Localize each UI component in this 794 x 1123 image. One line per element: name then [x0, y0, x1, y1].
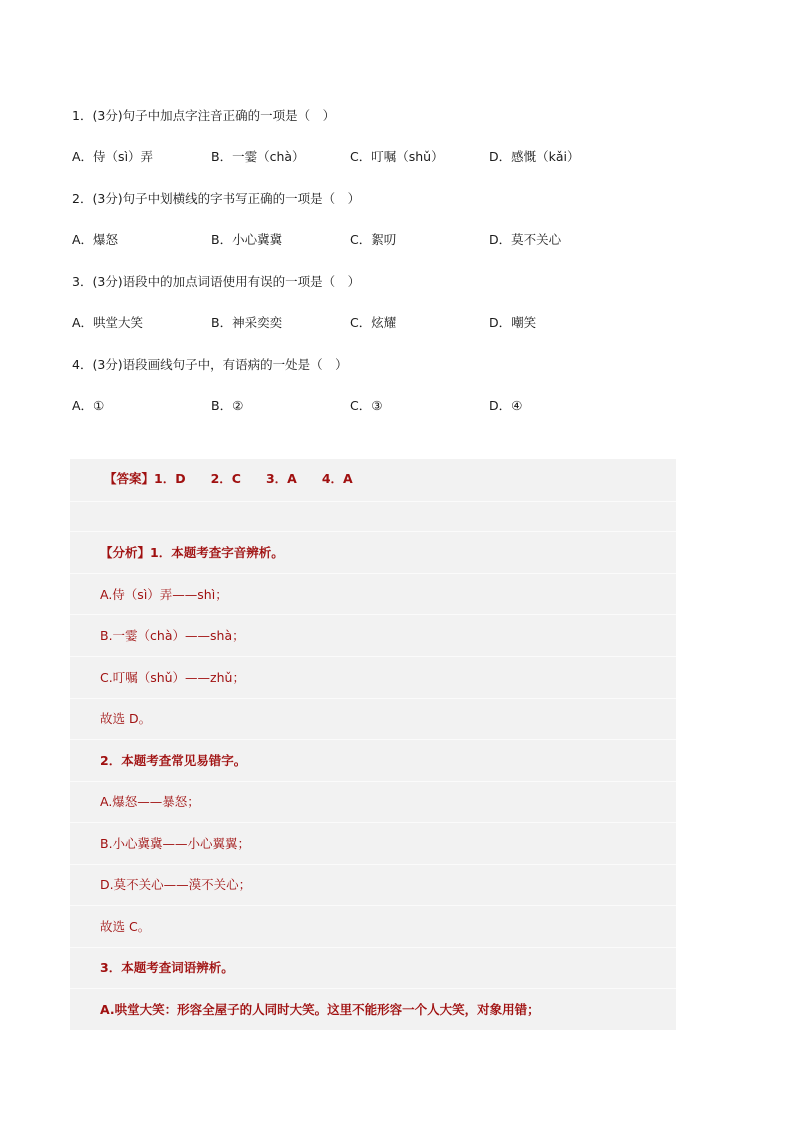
option-c: C．叮嘱（shǔ）: [350, 149, 444, 164]
divider: [70, 739, 676, 740]
option-row: [72, 230, 712, 250]
analysis-line: D.莫不关心——漠不关心；: [100, 877, 252, 892]
divider: [70, 947, 676, 948]
analysis-line: 故选 D。: [100, 711, 152, 726]
divider: [70, 573, 676, 574]
option-b: B．神采奕奕: [211, 315, 283, 330]
option-c: C．絮叨: [350, 232, 397, 247]
analysis-line: A.侍（sì）弄——shì；: [100, 587, 228, 602]
option-a: A．爆怒: [72, 232, 119, 247]
option-a: A．①: [72, 398, 105, 413]
divider: [70, 864, 676, 865]
divider: [70, 822, 676, 823]
divider: [70, 656, 676, 657]
analysis-line: 故选 C。: [100, 919, 151, 934]
option-b: B．小心冀冀: [211, 232, 283, 247]
option-d: D．莫不关心: [489, 232, 562, 247]
analysis-line: C.叮嘱（shǔ）——zhǔ；: [100, 670, 245, 685]
analysis-line: B.小心冀冀——小心翼翼；: [100, 836, 251, 851]
option-c: C．炫耀: [350, 315, 397, 330]
analysis-line: A.爆怒——暴怒；: [100, 794, 200, 809]
option-d: D．感慨（kǎi）: [489, 149, 580, 164]
option-row: [72, 313, 712, 333]
divider: [70, 698, 676, 699]
divider: [70, 531, 676, 532]
answer-panel: [70, 459, 676, 1030]
option-row: [72, 147, 712, 167]
option-b: B．②: [211, 398, 244, 413]
analysis-line: 2．本题考查常见易错字。: [100, 753, 247, 768]
question-stem: 2．(3分)句子中划横线的字书写正确的一项是（ ）: [72, 191, 361, 206]
divider: [70, 614, 676, 615]
option-row: [72, 396, 712, 416]
divider: [70, 905, 676, 906]
divider: [70, 501, 676, 502]
analysis-line: 【分析】1．本题考查字音辨析。: [100, 545, 284, 560]
divider: [70, 988, 676, 989]
divider: [70, 781, 676, 782]
question-list: [72, 106, 712, 438]
option-c: C．③: [350, 398, 383, 413]
analysis-line: 3．本题考查词语辨析。: [100, 960, 234, 975]
question-stem: 1．(3分)句子中加点字注音正确的一项是（ ）: [72, 108, 336, 123]
question-2: [72, 189, 712, 250]
question-stem: 4．(3分)语段画线句子中，有语病的一处是（ ）: [72, 357, 348, 372]
option-d: D．嘲笑: [489, 315, 537, 330]
question-3: [72, 272, 712, 333]
question-4: [72, 355, 712, 416]
answer-line: 【答案】1．D 2．C 3．A 4．A: [104, 471, 353, 486]
option-a: A．哄堂大笑: [72, 315, 144, 330]
option-b: B．一霎（chà）: [211, 149, 305, 164]
question-stem: 3．(3分)语段中的加点词语使用有误的一项是（ ）: [72, 274, 361, 289]
option-d: D．④: [489, 398, 523, 413]
question-1: [72, 106, 712, 167]
option-a: A．侍（sì）弄: [72, 149, 154, 164]
analysis-line: A.哄堂大笑：形容全屋子的人同时大笑。这里不能形容一个人大笑，对象用错；: [100, 1002, 540, 1017]
analysis-line: B.一霎（chà）——shà；: [100, 628, 245, 643]
